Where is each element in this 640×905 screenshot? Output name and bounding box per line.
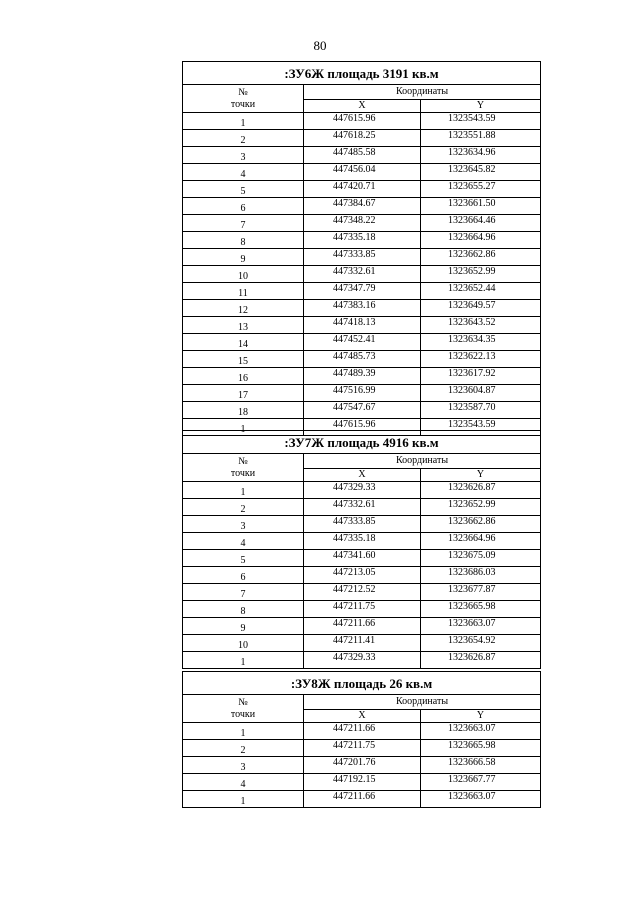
coordinates-header: Координаты (304, 695, 541, 710)
y-coordinate-cell: 1323675.09 (421, 550, 541, 567)
point-number-cell: 2 (183, 130, 304, 147)
x-column-header: X (304, 469, 421, 482)
table-row (183, 181, 541, 198)
point-number-cell: 2 (183, 740, 304, 757)
y-coordinate-cell: 1323654.92 (421, 635, 541, 652)
point-number-header (183, 454, 304, 482)
x-coordinate-cell: 447452.41 (304, 334, 421, 351)
point-number-sign: № (238, 697, 248, 708)
table-row (183, 635, 541, 652)
point-number-cell: 15 (183, 351, 304, 368)
coordinates-header: Координаты (304, 454, 541, 469)
point-number-cell: 3 (183, 147, 304, 164)
table-row (183, 317, 541, 334)
table-row (183, 482, 541, 499)
table-row (183, 283, 541, 300)
x-coordinate-cell: 447329.33 (304, 482, 421, 499)
x-coordinate-cell: 447615.96 (304, 419, 421, 436)
point-number-cell: 4 (183, 164, 304, 181)
y-coordinate-cell: 1323652.44 (421, 283, 541, 300)
table-row (183, 164, 541, 181)
table-row (183, 567, 541, 584)
point-number-header (183, 695, 304, 723)
point-number-cell: 7 (183, 584, 304, 601)
y-column-header: Y (421, 710, 541, 723)
y-coordinate-cell: 1323617.92 (421, 368, 541, 385)
point-word: точки (230, 99, 256, 110)
table-row (183, 368, 541, 385)
point-word: точки (230, 468, 256, 479)
point-number-cell: 1 (183, 113, 304, 130)
point-number-sign: № (238, 456, 248, 467)
y-coordinate-cell: 1323664.96 (421, 533, 541, 550)
x-coordinate-cell: 447333.85 (304, 249, 421, 266)
y-coordinate-cell: 1323634.96 (421, 147, 541, 164)
table-row (183, 791, 541, 808)
y-coordinate-cell: 1323551.88 (421, 130, 541, 147)
point-number-cell: 16 (183, 368, 304, 385)
table-row (183, 198, 541, 215)
y-coordinate-cell: 1323661.50 (421, 198, 541, 215)
point-number-cell: 1 (183, 419, 304, 436)
table-row (183, 740, 541, 757)
y-column-header: Y (421, 100, 541, 113)
y-coordinate-cell: 1323665.98 (421, 740, 541, 757)
y-coordinate-cell: 1323604.87 (421, 385, 541, 402)
point-word: точки (230, 709, 256, 720)
table-body (183, 482, 541, 669)
x-coordinate-cell: 447485.58 (304, 147, 421, 164)
point-number-cell: 1 (183, 791, 304, 808)
y-coordinate-cell: 1323686.03 (421, 567, 541, 584)
x-coordinate-cell: 447418.13 (304, 317, 421, 334)
y-coordinate-cell: 1323643.52 (421, 317, 541, 334)
x-column-header: X (304, 100, 421, 113)
point-number-cell: 4 (183, 533, 304, 550)
point-number-cell: 11 (183, 283, 304, 300)
point-number-cell: 18 (183, 402, 304, 419)
table-row (183, 334, 541, 351)
y-coordinate-cell: 1323662.86 (421, 516, 541, 533)
page-number: 80 (313, 38, 327, 53)
point-number-cell: 8 (183, 601, 304, 618)
coordinate-table (182, 671, 541, 808)
x-coordinate-cell: 447384.67 (304, 198, 421, 215)
y-coordinate-cell: 1323652.99 (421, 266, 541, 283)
table-row (183, 550, 541, 567)
table-row (183, 147, 541, 164)
point-number-cell: 13 (183, 317, 304, 334)
y-coordinate-cell: 1323655.27 (421, 181, 541, 198)
x-coordinate-cell: 447383.16 (304, 300, 421, 317)
x-coordinate-cell: 447348.22 (304, 215, 421, 232)
point-number-cell: 1 (183, 652, 304, 669)
table-body (183, 723, 541, 808)
y-coordinate-cell: 1323667.77 (421, 774, 541, 791)
point-number-cell: 12 (183, 300, 304, 317)
y-coordinate-cell: 1323622.13 (421, 351, 541, 368)
y-coordinate-cell: 1323626.87 (421, 652, 541, 669)
x-coordinate-cell: 447516.99 (304, 385, 421, 402)
point-number-sign: № (238, 87, 248, 98)
x-column-header: X (304, 710, 421, 723)
x-coordinate-cell: 447211.66 (304, 723, 421, 740)
y-coordinate-cell: 1323652.99 (421, 499, 541, 516)
y-coordinate-cell: 1323543.59 (421, 113, 541, 130)
x-coordinate-cell: 447456.04 (304, 164, 421, 181)
point-number-cell: 7 (183, 215, 304, 232)
y-coordinate-cell: 1323663.07 (421, 791, 541, 808)
y-coordinate-cell: 1323664.46 (421, 215, 541, 232)
y-coordinate-cell: 1323662.86 (421, 249, 541, 266)
y-coordinate-cell: 1323626.87 (421, 482, 541, 499)
table-row (183, 584, 541, 601)
table-row (183, 533, 541, 550)
x-coordinate-cell: 447211.75 (304, 601, 421, 618)
table-row (183, 774, 541, 791)
table-row (183, 215, 541, 232)
y-coordinate-cell: 1323645.82 (421, 164, 541, 181)
table-row (183, 723, 541, 740)
point-number-cell: 8 (183, 232, 304, 249)
point-number-header (183, 85, 304, 113)
x-coordinate-cell: 447341.60 (304, 550, 421, 567)
table-row (183, 402, 541, 419)
point-number-cell: 5 (183, 550, 304, 567)
x-coordinate-cell: 447329.33 (304, 652, 421, 669)
point-number-cell: 9 (183, 249, 304, 266)
point-number-cell: 1 (183, 723, 304, 740)
table-row (183, 266, 541, 283)
x-coordinate-cell: 447335.18 (304, 232, 421, 249)
x-coordinate-cell: 447211.66 (304, 618, 421, 635)
point-number-cell: 4 (183, 774, 304, 791)
y-coordinate-cell: 1323587.70 (421, 402, 541, 419)
coordinate-table (182, 61, 541, 436)
table-row (183, 652, 541, 669)
table-title: :ЗУ7Ж площадь 4916 кв.м (183, 431, 541, 454)
table-row (183, 249, 541, 266)
x-coordinate-cell: 447333.85 (304, 516, 421, 533)
point-number-cell: 14 (183, 334, 304, 351)
y-coordinate-cell: 1323663.07 (421, 618, 541, 635)
table-row (183, 130, 541, 147)
table-row (183, 757, 541, 774)
x-coordinate-cell: 447211.41 (304, 635, 421, 652)
point-number-cell: 9 (183, 618, 304, 635)
table-row (183, 499, 541, 516)
table-title: :ЗУ8Ж площадь 26 кв.м (183, 672, 541, 695)
x-coordinate-cell: 447547.67 (304, 402, 421, 419)
x-coordinate-cell: 447332.61 (304, 266, 421, 283)
y-coordinate-cell: 1323649.57 (421, 300, 541, 317)
point-number-cell: 3 (183, 516, 304, 533)
x-coordinate-cell: 447489.39 (304, 368, 421, 385)
y-coordinate-cell: 1323665.98 (421, 601, 541, 618)
x-coordinate-cell: 447211.66 (304, 791, 421, 808)
table-row (183, 351, 541, 368)
y-coordinate-cell: 1323663.07 (421, 723, 541, 740)
table-row (183, 113, 541, 130)
point-number-cell: 10 (183, 266, 304, 283)
table-body (183, 113, 541, 436)
table-row (183, 516, 541, 533)
table-row (183, 300, 541, 317)
point-number-cell: 5 (183, 181, 304, 198)
x-coordinate-cell: 447485.73 (304, 351, 421, 368)
x-coordinate-cell: 447618.25 (304, 130, 421, 147)
table-title: :ЗУ6Ж площадь 3191 кв.м (183, 62, 541, 85)
y-coordinate-cell: 1323664.96 (421, 232, 541, 249)
table-row (183, 232, 541, 249)
point-number-cell: 6 (183, 567, 304, 584)
point-number-cell: 3 (183, 757, 304, 774)
point-number-cell: 6 (183, 198, 304, 215)
y-coordinate-cell: 1323666.58 (421, 757, 541, 774)
x-coordinate-cell: 447212.52 (304, 584, 421, 601)
y-coordinate-cell: 1323543.59 (421, 419, 541, 436)
x-coordinate-cell: 447347.79 (304, 283, 421, 300)
coordinates-header: Координаты (304, 85, 541, 100)
table-row (183, 385, 541, 402)
x-coordinate-cell: 447420.71 (304, 181, 421, 198)
point-number-cell: 10 (183, 635, 304, 652)
x-coordinate-cell: 447201.76 (304, 757, 421, 774)
y-column-header: Y (421, 469, 541, 482)
point-number-cell: 2 (183, 499, 304, 516)
table-row (183, 601, 541, 618)
point-number-cell: 17 (183, 385, 304, 402)
x-coordinate-cell: 447211.75 (304, 740, 421, 757)
y-coordinate-cell: 1323634.35 (421, 334, 541, 351)
x-coordinate-cell: 447335.18 (304, 533, 421, 550)
table-row (183, 618, 541, 635)
point-number-cell: 1 (183, 482, 304, 499)
x-coordinate-cell: 447192.15 (304, 774, 421, 791)
x-coordinate-cell: 447213.05 (304, 567, 421, 584)
y-coordinate-cell: 1323677.87 (421, 584, 541, 601)
x-coordinate-cell: 447332.61 (304, 499, 421, 516)
coordinate-table (182, 430, 541, 669)
x-coordinate-cell: 447615.96 (304, 113, 421, 130)
